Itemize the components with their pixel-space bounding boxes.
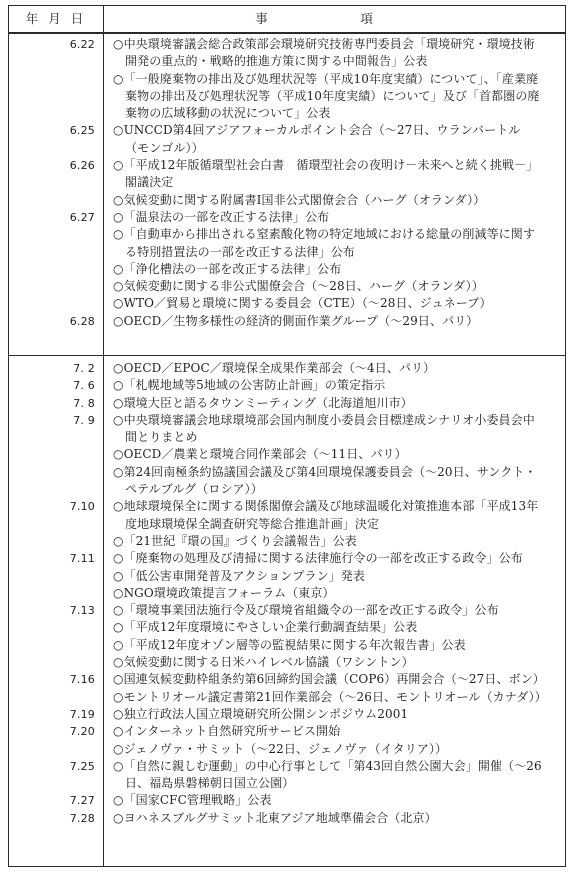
table-row (9, 689, 565, 706)
entry-text: ○OECD／農業と環境合同作業部会（～11日、パリ） (113, 447, 407, 462)
table-row (9, 706, 565, 723)
table-row (9, 533, 565, 550)
table-row (9, 36, 565, 71)
table-row (9, 446, 565, 463)
table-row (9, 395, 565, 412)
entry-date: 6.25 (69, 124, 95, 138)
event-column-header: 事 項 (255, 11, 413, 26)
entry-date: 6.22 (69, 38, 95, 51)
entry-text: ○「温泉法の一部を改正する法律」公布 (113, 209, 330, 224)
section-july (9, 360, 565, 827)
entry-text: ○第24回南極条約協議国会議及び第4回環境保護委員会（～20日、サンクト・ ペテルブルグ（ロシア）） (113, 464, 537, 497)
entry-text: ○「平成12年度オゾン層等の監視結果に関する年次報告書」公表 (113, 637, 466, 652)
table-row (9, 498, 565, 533)
entry-text: ○「平成12年版循環型社会白書 循環型社会の夜明け－未来へと続く挑戦－」 閣議決定 (113, 158, 539, 190)
table-row (9, 464, 565, 499)
entry-text: ○NGO環境政策提言フォーラム（東京） (113, 585, 335, 600)
entry-text: ○環境大臣と語るタウンミーティング（北海道旭川市） (113, 395, 413, 410)
entry-text: ○ヨハネスブルグサミット北東アジア地域準備会合（北京） (113, 810, 437, 825)
table-row (9, 585, 565, 602)
entry-date: 6.27 (69, 210, 95, 224)
entry-date: 7.16 (69, 673, 95, 687)
table-row (9, 226, 565, 261)
entry-date: 7.11 (69, 552, 95, 566)
table-row (9, 209, 565, 226)
table-row (9, 810, 565, 827)
table-row (9, 619, 565, 636)
entry-text: ○中央環境審議会総合政策部会環境研究技術専門委員会「環境研究・環境技術 開発の重点的・戦略的推進方策に関する中間報告」公表 (113, 37, 535, 69)
table-row (9, 295, 565, 312)
section-divider (9, 355, 565, 356)
entry-date: 7.10 (69, 500, 95, 514)
entry-date: 7.20 (69, 725, 95, 739)
table-row (9, 278, 565, 295)
table-row (9, 71, 565, 123)
entry-text: ○気候変動に関する附属書Ⅰ国非公式閣僚会合（ハーグ（オランダ）） (113, 192, 486, 207)
table-row (9, 313, 565, 330)
entry-text: ○モントリオール議定書第21回作業部会（～26日、モントリオール（カナダ）） (113, 689, 547, 704)
entry-text: ○OECD／EPOC／環境保全成果作業部会（～4日、パリ） (113, 361, 436, 375)
entry-text: ○「廃棄物の処理及び清掃に関する法律施行令の一部を改正する政令」公布 (113, 551, 523, 566)
table-row (9, 758, 565, 793)
entry-text: ○「自動車から排出される窒素酸化物の特定地域における総量の削減等に関す る特別措置法の一部を改正する法律」公布 (113, 227, 535, 259)
entry-text: ○中央環境審議会地球環境部会国内制度小委員会目標達成シナリオ小委員会中 間とりまとめ (113, 412, 535, 445)
entry-text: ○「札幌地域等5地域の公害防止計画」の策定指示 (113, 378, 386, 393)
entry-text: ○気候変動に関する日米ハイレベル協議（ワシントン） (113, 655, 414, 670)
entry-text: ○独立行政法人国立環境研究所公開シンポジウム2001 (113, 706, 409, 721)
entry-date: 6.26 (69, 159, 95, 173)
entry-text: ○「一般廃棄物の排出及び処理状況等（平成10年度実績）について」、「産業廃 棄物の排出及び処理状況等（平成10年度実績）について」及び「首都圏の廃 棄物の広域移動の状況について」公表 (113, 71, 540, 121)
entry-text: ○地球環境保全に関する関係閣僚会議及び地球温暖化対策推進本部「平成13年 度地球環境保全調査研究等総合推進計画」決定 (113, 499, 539, 531)
entry-text: ○インターネット自然研究所サービス開始 (113, 724, 341, 739)
table-row (9, 602, 565, 619)
entry-text: ○「国家CFC管理戦略」公表 (113, 793, 272, 808)
entry-date: 7. 2 (73, 362, 95, 375)
table-row (9, 654, 565, 671)
entry-text: ○OECD／生物多様性の経済的側面作業グループ（～29日、パリ） (113, 313, 479, 328)
entry-text: ○国連気候変動枠組条約第6回締約国会議（COP6）再開会合（～27日、ボン） (113, 672, 545, 687)
table-row (9, 550, 565, 567)
table-row (9, 671, 565, 688)
entry-text: ○「浄化槽法の一部を改正する法律」公布 (113, 261, 342, 276)
table-header (9, 6, 565, 34)
table-row (9, 792, 565, 809)
table-row (9, 377, 565, 394)
entry-text: ○「環境事業団法施行令及び環境省組織令の一部を改正する政令」公布 (113, 603, 499, 618)
section-june (9, 36, 565, 330)
entry-date: 7. 9 (73, 413, 95, 427)
entry-date: 7.25 (69, 759, 95, 773)
entry-text: ○WTO／貿易と環境に関する委員会（CTE）（～28日、ジュネーブ） (113, 296, 492, 311)
table-row (9, 723, 565, 740)
entry-date: 7.19 (69, 707, 95, 721)
entry-date: 6.28 (69, 314, 95, 328)
entry-text: ○「低公害車開発普及アクションプラン」発表 (113, 568, 365, 583)
chronology-table (8, 5, 566, 867)
entry-date: 7.28 (69, 811, 95, 825)
table-row (9, 412, 565, 447)
table-row (9, 157, 565, 192)
table-row (9, 637, 565, 654)
entry-date: 7. 6 (73, 379, 95, 393)
entry-text: ○「21世紀『環の国』づくり会議報告」公表 (113, 533, 357, 548)
table-row (9, 261, 565, 278)
entry-text: ○気候変動に関する非公式閣僚会合（～28日、ハーグ（オランダ）） (113, 279, 484, 294)
entry-date: 7. 8 (73, 396, 95, 410)
table-row (9, 192, 565, 209)
entry-date: 7.27 (69, 794, 95, 808)
date-column-header: 年 月 日 (25, 11, 87, 26)
table-row (9, 568, 565, 585)
entry-text: ○「自然に親しむ運動」の中心行事として「第43回自然公園大会」開催（～26 日、福島県磐梯朝日国立公園） (113, 758, 542, 791)
table-row (9, 360, 565, 377)
table-row (9, 741, 565, 758)
table-row (9, 122, 565, 157)
entry-text: ○UNCCD第4回アジアフォーカルポイント会合（～27日、ウランバートル （モンゴル）） (113, 123, 521, 155)
entry-text: ○ジェノヴァ・サミット（～22日、ジェノヴァ（イタリア）） (113, 741, 448, 756)
entry-date: 7.13 (69, 604, 95, 618)
entry-text: ○「平成12年度環境にやさしい企業行動調査結果」公表 (113, 620, 418, 635)
